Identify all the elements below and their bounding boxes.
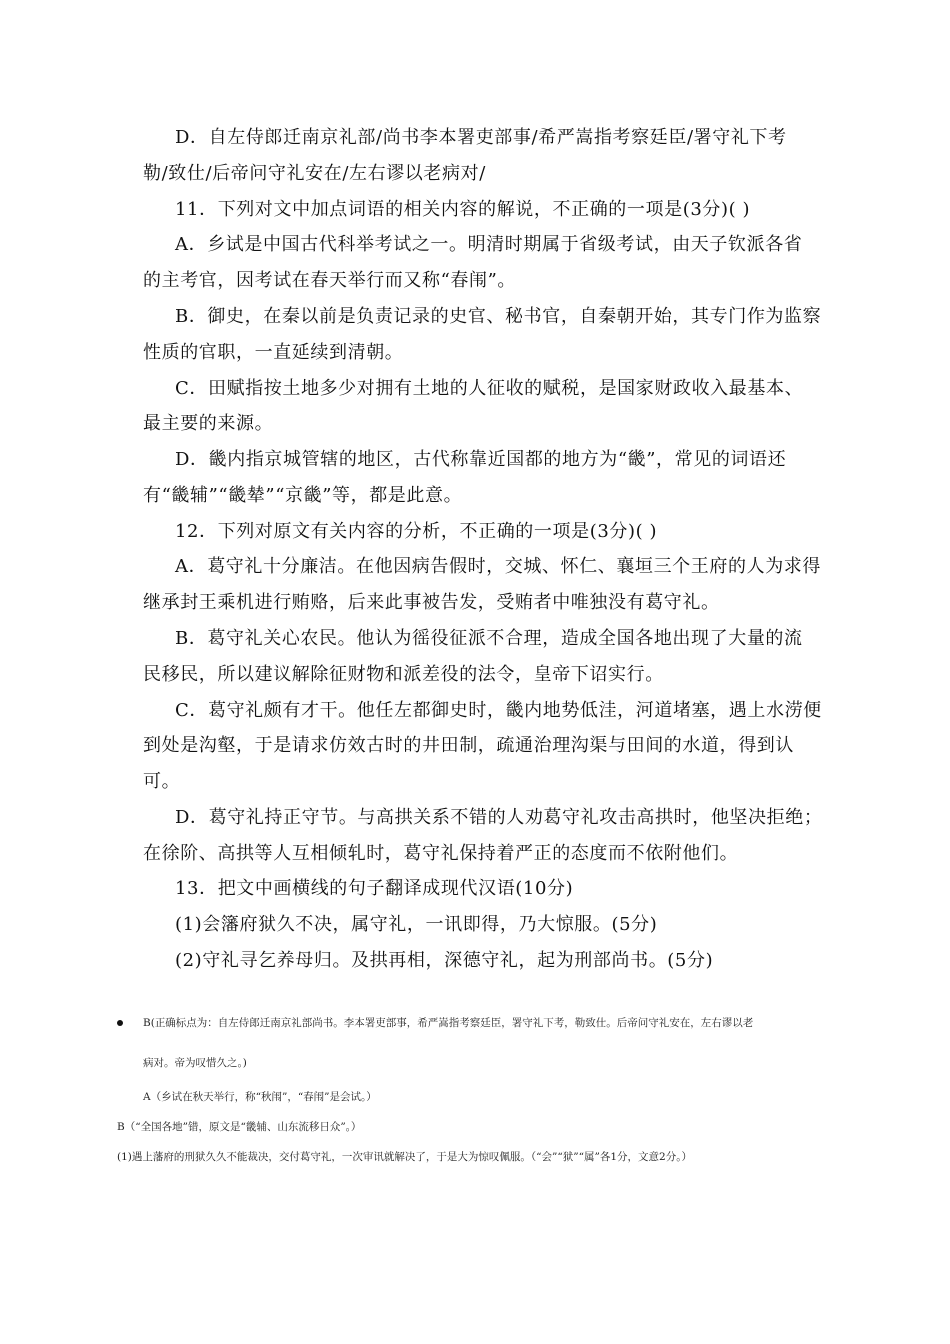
q12-option-b-line1: B．葛守礼关心农民。他认为徭役征派不合理，造成全国各地出现了大量的流	[175, 628, 803, 649]
q12-option-a-line1: A．葛守礼十分廉洁。在他因病告假时，交城、怀仁、襄垣三个王府的人为求得	[175, 556, 821, 577]
answer-10-line1: B(正确标点为：自左侍郎迁南京礼部尚书。李本署吏部事，希严嵩指考察廷臣，署守礼下考，勒致仕。后帝问守礼安在，左右谬以老	[143, 1017, 754, 1029]
q13-item2: (2)守礼寻乞养母归。及拱再相，深德守礼，起为刑部尚书。(5分)	[175, 950, 714, 971]
q11-option-c-line1: C．田赋指按土地多少对拥有土地的人征收的赋税，是国家财政收入最基本、	[175, 378, 804, 399]
q11-stem: 11．下列对文中加点词语的相关内容的解说，不正确的一项是(3分)( )	[175, 199, 751, 220]
q11-option-b-line1: B．御史，在秦以前是负责记录的史官、秘书官，自秦朝开始，其专门作为监察	[175, 306, 822, 327]
q10-option-d-line2: 勒/致仕/后帝问守礼安在/左右谬以老病对/	[143, 163, 486, 184]
q11-option-c-line2: 最主要的来源。	[143, 413, 274, 434]
q13-item1: (1)会籓府狱久不决，属守礼，一讯即得，乃大惊服。(5分)	[175, 914, 658, 935]
q12-option-c-line2: 到处是沟壑，于是请求仿效古时的井田制，疏通治理沟渠与田间的水道，得到认	[143, 735, 794, 756]
answer-10-line2: 病对。帝为叹惜久之。)	[143, 1057, 247, 1069]
answer-11: A（乡试在秋天举行，称“秋闱”，“春闱”是会试。）	[143, 1091, 377, 1103]
answer-13: (1)遇上藩府的刑狱久久不能裁决，交付葛守礼，一次审讯就解决了，于是大为惊叹佩服。（“会”“狱”“属”各1分，文意2分。）	[117, 1151, 692, 1163]
q11-option-b-line2: 性质的官职，一直延续到清朝。	[143, 342, 404, 363]
q12-stem: 12．下列对原文有关内容的分析，不正确的一项是(3分)( )	[175, 521, 658, 542]
q13-stem: 13．把文中画横线的句子翻译成现代汉语(10分)	[175, 878, 574, 899]
q12-option-d-line2: 在徐阶、高拱等人互相倾轧时，葛守礼保持着严正的态度而不依附他们。	[143, 843, 739, 864]
q12-option-b-line2: 民移民，所以建议解除征财物和派差役的法令，皇帝下诏实行。	[143, 664, 664, 685]
q12-option-c-line1: C．葛守礼颇有才干。他任左都御史时，畿内地势低洼，河道堵塞，遇上水涝便	[175, 700, 822, 721]
q11-option-d-line2: 有“畿辅”“畿辇”“京畿”等，都是此意。	[143, 485, 463, 506]
q11-option-a-line1: A．乡试是中国古代科举考试之一。明清时期属于省级考试，由天子钦派各省	[175, 234, 803, 255]
q11-option-a-line2: 的主考官，因考试在春天举行而又称“春闱”。	[143, 270, 517, 291]
answer-bullet	[117, 1020, 123, 1026]
q11-option-d-line1: D．畿内指京城管辖的地区，古代称靠近国都的地方为“畿”，常见的词语还	[175, 449, 787, 470]
answer-12: B（“全国各地”错，原文是“畿辅、山东流移日众”。）	[117, 1121, 362, 1133]
q12-option-a-line2: 继承封王乘机进行贿赂，后来此事被告发，受贿者中唯独没有葛守礼。	[143, 592, 720, 613]
q12-option-c-line3: 可。	[143, 771, 181, 792]
q10-option-d-line1: D．自左侍郎迁南京礼部/尚书李本署吏部事/希严嵩指考察廷臣/署守礼下考	[175, 127, 787, 148]
q12-option-d-line1: D．葛守礼持正守节。与高拱关系不错的人劝葛守礼攻击高拱时，他坚决拒绝；	[175, 807, 823, 828]
